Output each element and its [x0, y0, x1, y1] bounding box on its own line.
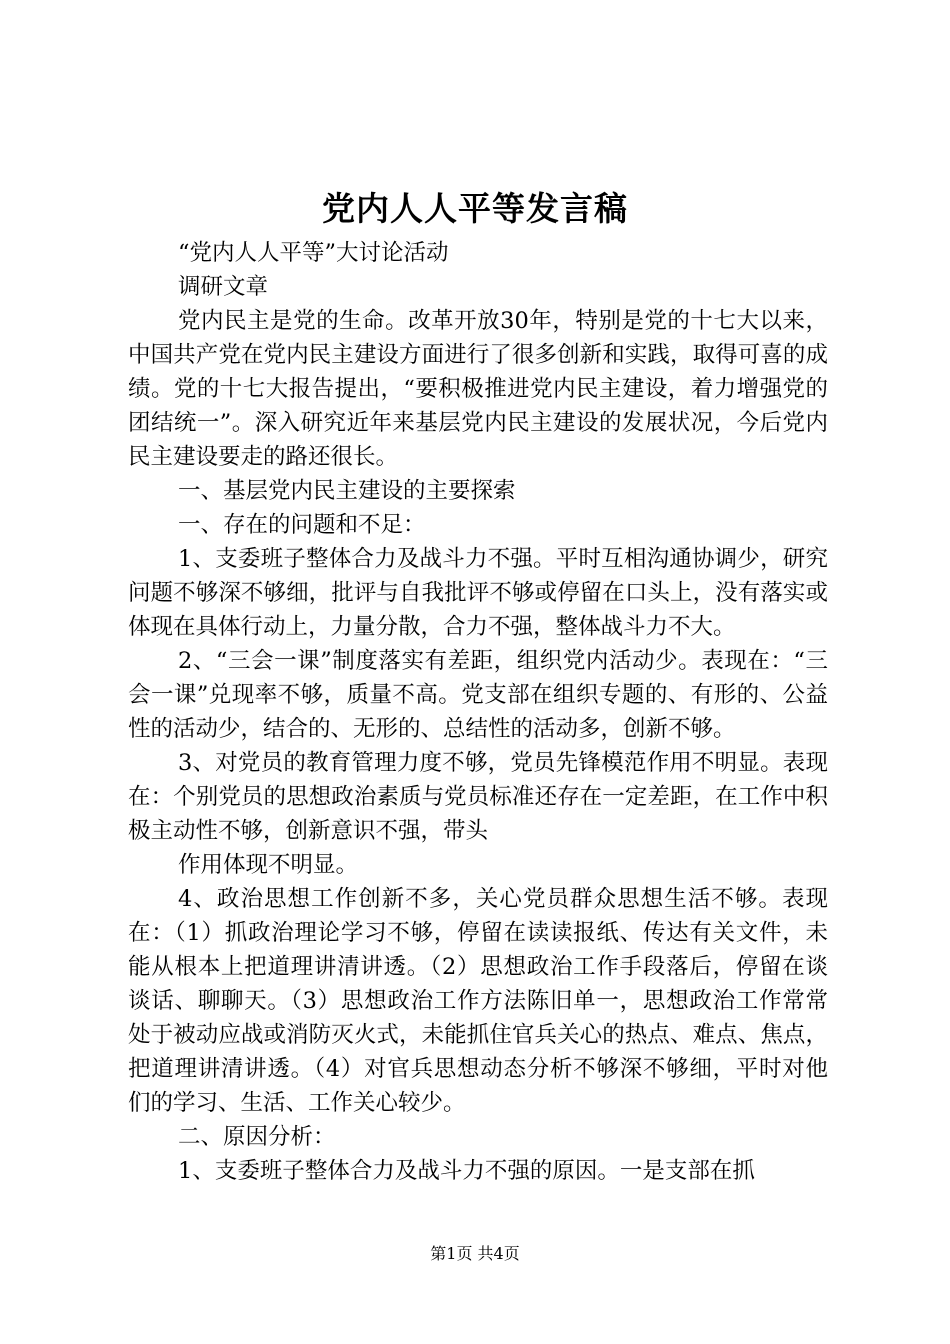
paragraph-heading-problems: 一、存在的问题和不足：	[178, 512, 426, 538]
paragraph-heading-analysis: 二、原因分析：	[178, 1124, 336, 1150]
document-body	[128, 236, 828, 1188]
paragraph-problem-3: 3、对党员的教育管理力度不够，党员先锋模范作用不明显。表现在：个别党员的思想政治素质与党员标准还存在一定差距，在工作中积极主动性不够，创新意识不强，带头	[128, 750, 828, 844]
paragraph-subtitle: “党内人人平等”大讨论活动	[178, 240, 449, 266]
paragraph-problem-1: 1、支委班子整体合力及战斗力不强。平时互相沟通协调少，研究问题不够深不够细，批评与自我批评不够或停留在口头上，没有落实或体现在具体行动上，力量分散，合力不强，整体战斗力不大。	[128, 546, 828, 640]
page-footer: 第1页 共4页	[430, 1244, 520, 1263]
paragraph-problem-3-continued: 作用体现不明显。	[178, 852, 359, 878]
paragraph-analysis-1: 1、支委班子整体合力及战斗力不强的原因。一是支部在抓	[178, 1158, 755, 1184]
paragraph-intro: 党内民主是党的生命。改革开放30年，特别是党的十七大以来，中国共产党在党内民主建设方面进行了很多创新和实践，取得可喜的成绩。党的十七大报告提出，“要积极推进党内民主建设，着力增强党的团结统一”。深入研究近年来基层党内民主建设的发展状况，今后党内民主建设要走的路还很长。	[128, 308, 828, 470]
document-title: 党内人人平等发言稿	[322, 189, 628, 228]
paragraph-problem-2: 2、“三会一课”制度落实有差距，组织党内活动少。表现在：“三会一课”兑现率不够，质量不高。党支部在组织专题的、有形的、公益性的活动少，结合的、无形的、总结性的活动多，创新不够。	[128, 648, 828, 742]
paragraph-article-type: 调研文章	[178, 274, 269, 300]
paragraph-heading-exploration: 一、基层党内民主建设的主要探索	[178, 478, 516, 504]
paragraph-problem-4: 4、政治思想工作创新不多，关心党员群众思想生活不够。表现在：（1）抓政治理论学习不够，停留在读读报纸、传达有关文件，未能从根本上把道理讲清讲透。（2）思想政治工作手段落后，停留在谈谈话、聊聊天。（3）思想政治工作方法陈旧单一，思想政治工作常常处于被动应战或消防灭火式，未能抓住官兵关心的热点、难点、焦点，把道理讲清讲透。（4）对官兵思想动态分析不够深不够细，平时对他们的学习、生活、工作关心较少。	[128, 886, 828, 1116]
